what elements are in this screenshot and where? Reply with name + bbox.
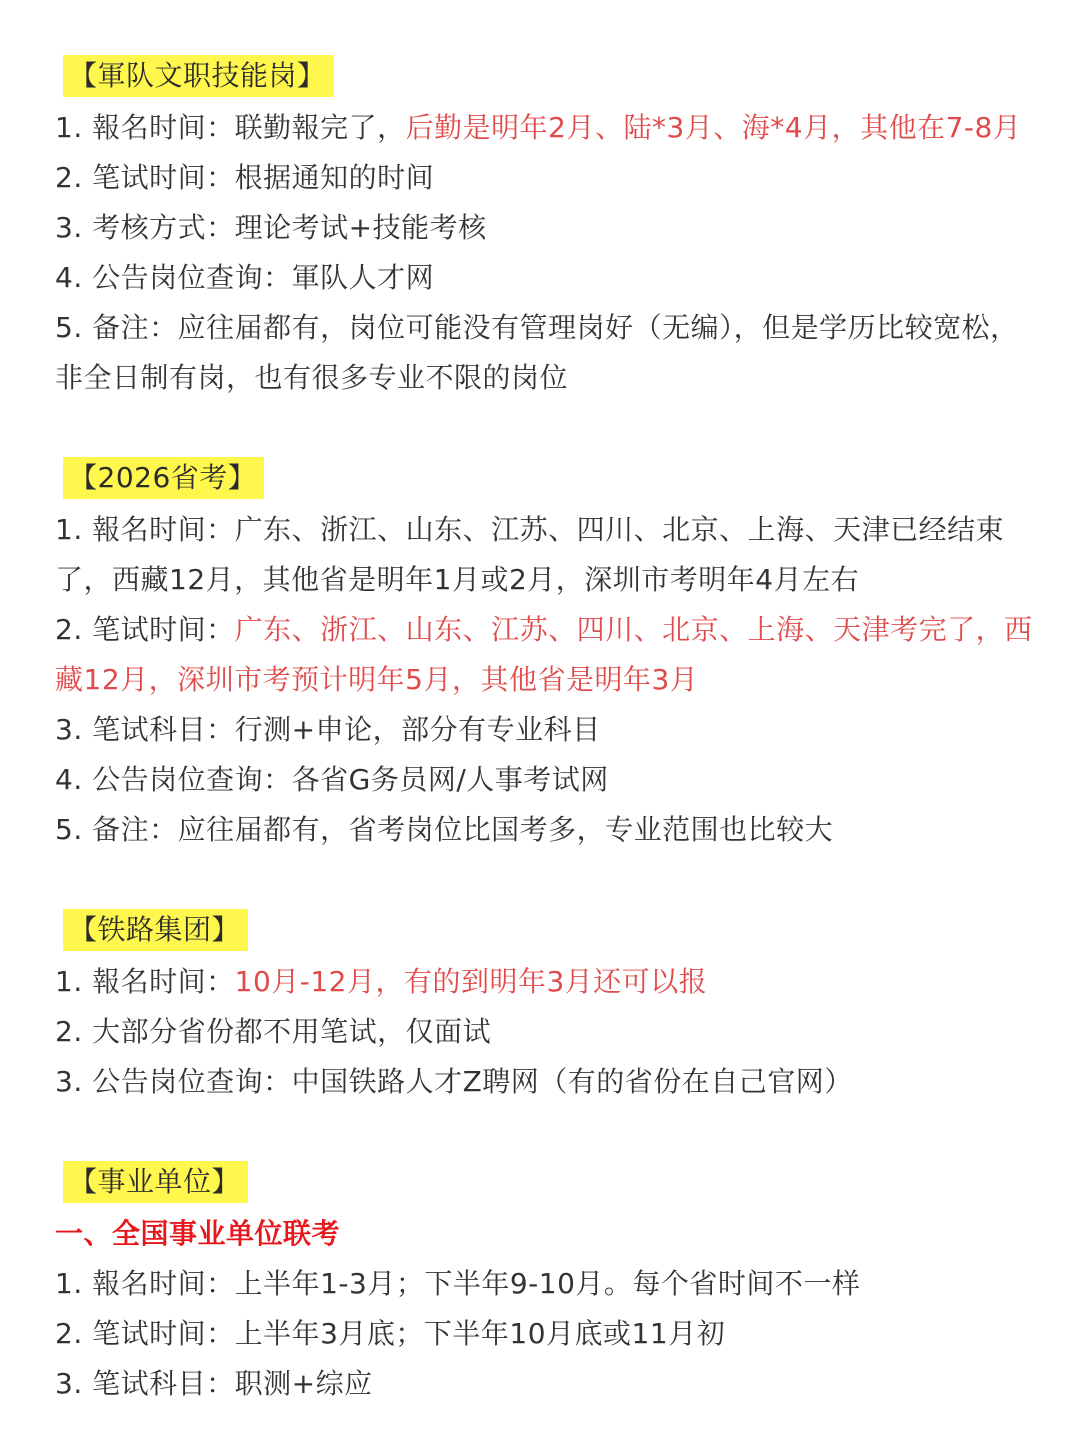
item-text: 1. 報名时间：广东、浙江、山东、江苏、四川、北京、上海、天津已经结束了，西藏12月，其他省是明年1月或2月，深圳市考明年4月左右 [55,513,1005,596]
list-item [55,1007,1045,1057]
item-text: 3. 公告岗位查询：中国铁路人才Z聘网（有的省份在自己官网） [55,1065,853,1098]
item-text: 3. 考核方式：理论考试+技能考核 [55,211,487,244]
item-highlight-text: 后勤是明年2月、陆*3月、海*4月，其他在7-8月 [405,111,1022,144]
item-text: 3. 笔试科目：行测+申论，部分有专业科目 [55,713,601,746]
list-item [55,957,1045,1007]
item-highlight-text: 10月-12月，有的到明年3月还可以报 [234,965,708,998]
item-text: 5. 备注：应往届都有，岗位可能没有管理岗好（无编），但是学历比较宽松，非全日制有岗，也有很多专业不限的岗位 [55,311,1019,394]
item-text: 5. 备注：应往届都有，省考岗位比国考多，专业范围也比较大 [55,813,834,846]
item-text: 2. 笔试时间： [55,613,235,646]
list-item [55,1057,1045,1107]
item-text: 1. 報名时间：联勤報完了， [55,111,406,144]
list-item [55,303,1045,403]
article [55,55,1045,1409]
item-text: 2. 笔试时间：上半年3月底；下半年10月底或11月初 [55,1317,726,1350]
list-item [55,103,1045,153]
section-military-civilian [55,55,1045,403]
list-item [55,705,1045,755]
item-text: 3. 笔试科目：职测+综应 [55,1367,373,1400]
spacer [55,403,1045,457]
section-heading: 【铁路集团】 [63,909,248,951]
section-railway-group [55,909,1045,1107]
item-highlight-text: 广东、浙江、山东、江苏、四川、北京、上海、天津考完了，西藏12月，深圳市考预计明年5月，其他省是明年3月 [55,613,1033,696]
item-text: 1. 報名时间： [55,965,235,998]
item-text: 4. 公告岗位查询：軍队人才网 [55,261,435,294]
list-item [55,1259,1045,1309]
item-text: 4. 公告岗位查询：各省G务员网/人事考试网 [55,763,609,796]
list-item [55,605,1045,705]
list-item [55,253,1045,303]
list-item [55,203,1045,253]
spacer [55,855,1045,909]
list-item [55,153,1045,203]
item-text: 2. 笔试时间：根据通知的时间 [55,161,435,194]
list-item [55,1309,1045,1359]
spacer [55,1107,1045,1161]
section-heading: 【2026省考】 [63,457,264,499]
item-text: 2. 大部分省份都不用笔试，仅面试 [55,1015,492,1048]
list-item [55,805,1045,855]
list-item [55,1359,1045,1409]
section-public-institutions [55,1161,1045,1409]
item-text: 1. 報名时间：上半年1-3月；下半年9-10月。每个省时间不一样 [55,1267,861,1300]
list-item [55,505,1045,605]
section-provincial-exam [55,457,1045,855]
section-heading: 【事业单位】 [63,1161,248,1203]
list-item [55,755,1045,805]
section-heading: 【軍队文职技能岗】 [63,55,334,97]
section-subheading: 一、全国事业单位联考 [55,1217,341,1250]
